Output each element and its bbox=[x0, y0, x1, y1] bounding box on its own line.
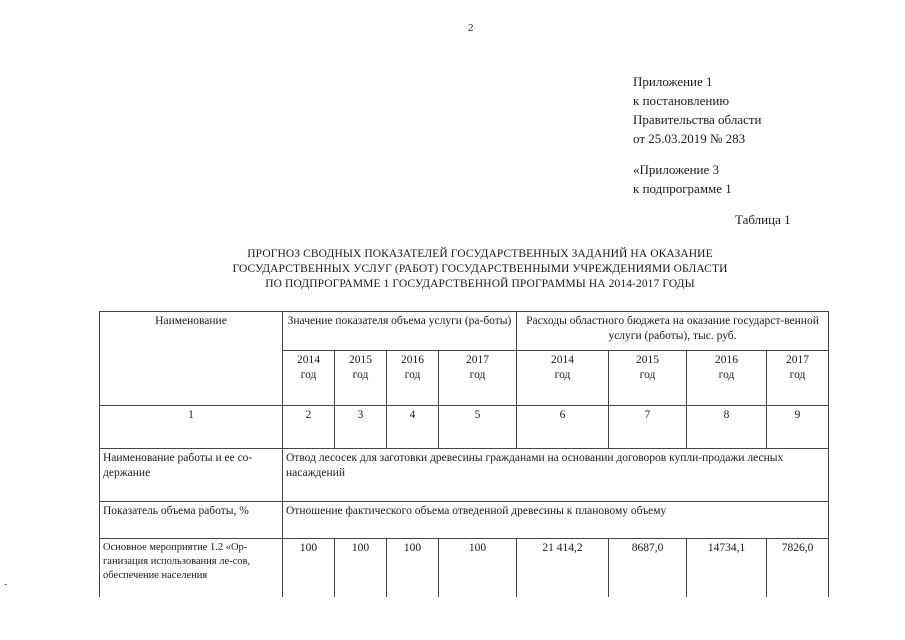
column-number-cell: 5 bbox=[439, 406, 517, 449]
indicator-label-cell: Показатель объема работы, % bbox=[100, 502, 283, 539]
year-cell bbox=[517, 351, 609, 406]
year-value: 2017 bbox=[786, 354, 809, 366]
scan-mark: - bbox=[4, 579, 8, 590]
year-value: 2015 bbox=[636, 354, 659, 366]
header-row bbox=[100, 312, 829, 351]
event-value-cell: 21 414,2 bbox=[517, 539, 609, 597]
event-value-cell: 100 bbox=[335, 539, 387, 597]
work-value-cell: Отвод лесосек для заготовки древесины гражданами на основании договоров купли-продажи лесных насаждений bbox=[283, 449, 829, 502]
event-row bbox=[100, 539, 829, 597]
year-value: 2014 bbox=[551, 354, 574, 366]
year-cell bbox=[609, 351, 687, 406]
appendix-sub-line: «Приложение 3 bbox=[633, 162, 720, 177]
year-unit: год bbox=[718, 369, 735, 381]
year-unit: год bbox=[404, 369, 421, 381]
year-unit: год bbox=[300, 369, 317, 381]
appendix-line: к постановлению bbox=[633, 93, 730, 108]
year-cell bbox=[283, 351, 335, 406]
title-line: ПО ПОДПРОГРАММЕ 1 ГОСУДАРСТВЕННОЙ ПРОГРАММЫ НА 2014-2017 ГОДЫ bbox=[265, 278, 695, 290]
column-number-cell: 7 bbox=[609, 406, 687, 449]
work-row bbox=[100, 449, 829, 502]
year-unit: год bbox=[554, 369, 571, 381]
year-cell bbox=[335, 351, 387, 406]
column-number-cell: 9 bbox=[767, 406, 829, 449]
appendix-sub-block bbox=[633, 160, 732, 198]
document-title bbox=[150, 247, 810, 292]
column-number-cell: 1 bbox=[100, 406, 283, 449]
appendix-line: Приложение 1 bbox=[633, 74, 713, 89]
year-value: 2017 bbox=[466, 354, 489, 366]
year-value: 2016 bbox=[715, 354, 738, 366]
page-number: 2 bbox=[468, 22, 474, 34]
appendix-block bbox=[633, 72, 762, 148]
table-label: Таблица 1 bbox=[735, 212, 791, 227]
year-value: 2015 bbox=[349, 354, 372, 366]
event-value-cell: 8687,0 bbox=[609, 539, 687, 597]
year-unit: год bbox=[789, 369, 806, 381]
event-value-cell: 7826,0 bbox=[767, 539, 829, 597]
work-label-cell: Наименование работы и ее со-держание bbox=[100, 449, 283, 502]
year-cell bbox=[687, 351, 767, 406]
year-unit: год bbox=[352, 369, 369, 381]
year-cell bbox=[387, 351, 439, 406]
header-expense-cell: Расходы областного бюджета на оказание государст-венной услуги (работы), тыс. руб. bbox=[517, 312, 829, 351]
appendix-line: Правительства области bbox=[633, 112, 762, 127]
title-line: ПРОГНОЗ СВОДНЫХ ПОКАЗАТЕЛЕЙ ГОСУДАРСТВЕННЫХ ЗАДАНИЙ НА ОКАЗАНИЕ bbox=[247, 248, 713, 260]
indicator-value-cell: Отношение фактического объема отведенной древесины к плановому объему bbox=[283, 502, 829, 539]
column-number-cell: 6 bbox=[517, 406, 609, 449]
indicator-row bbox=[100, 502, 829, 539]
column-number-cell: 3 bbox=[335, 406, 387, 449]
event-value-cell: 14734,1 bbox=[687, 539, 767, 597]
year-unit: год bbox=[639, 369, 656, 381]
year-cell bbox=[439, 351, 517, 406]
column-numbers-row bbox=[100, 406, 829, 449]
column-number-cell: 2 bbox=[283, 406, 335, 449]
header-volume-cell: Значение показателя объема услуги (ра-боты) bbox=[283, 312, 517, 351]
event-value-cell: 100 bbox=[283, 539, 335, 597]
column-number-cell: 4 bbox=[387, 406, 439, 449]
year-unit: год bbox=[469, 369, 486, 381]
appendix-sub-line: к подпрограмме 1 bbox=[633, 181, 732, 196]
event-value-cell: 100 bbox=[387, 539, 439, 597]
title-line: ГОСУДАРСТВЕННЫХ УСЛУГ (РАБОТ) ГОСУДАРСТВЕННЫМИ УЧРЕЖДЕНИЯМИ ОБЛАСТИ bbox=[232, 263, 728, 275]
header-name-cell: Наименование bbox=[100, 312, 283, 406]
event-value-cell: 100 bbox=[439, 539, 517, 597]
year-cell bbox=[767, 351, 829, 406]
year-value: 2014 bbox=[297, 354, 320, 366]
event-label-cell: Основное мероприятие 1.2 «Ор-ганизация использования ле-сов, обеспечение населения bbox=[100, 539, 283, 597]
column-number-cell: 8 bbox=[687, 406, 767, 449]
year-value: 2016 bbox=[401, 354, 424, 366]
indicators-table bbox=[99, 311, 829, 597]
appendix-date-line: от 25.03.2019 № 283 bbox=[633, 131, 746, 146]
